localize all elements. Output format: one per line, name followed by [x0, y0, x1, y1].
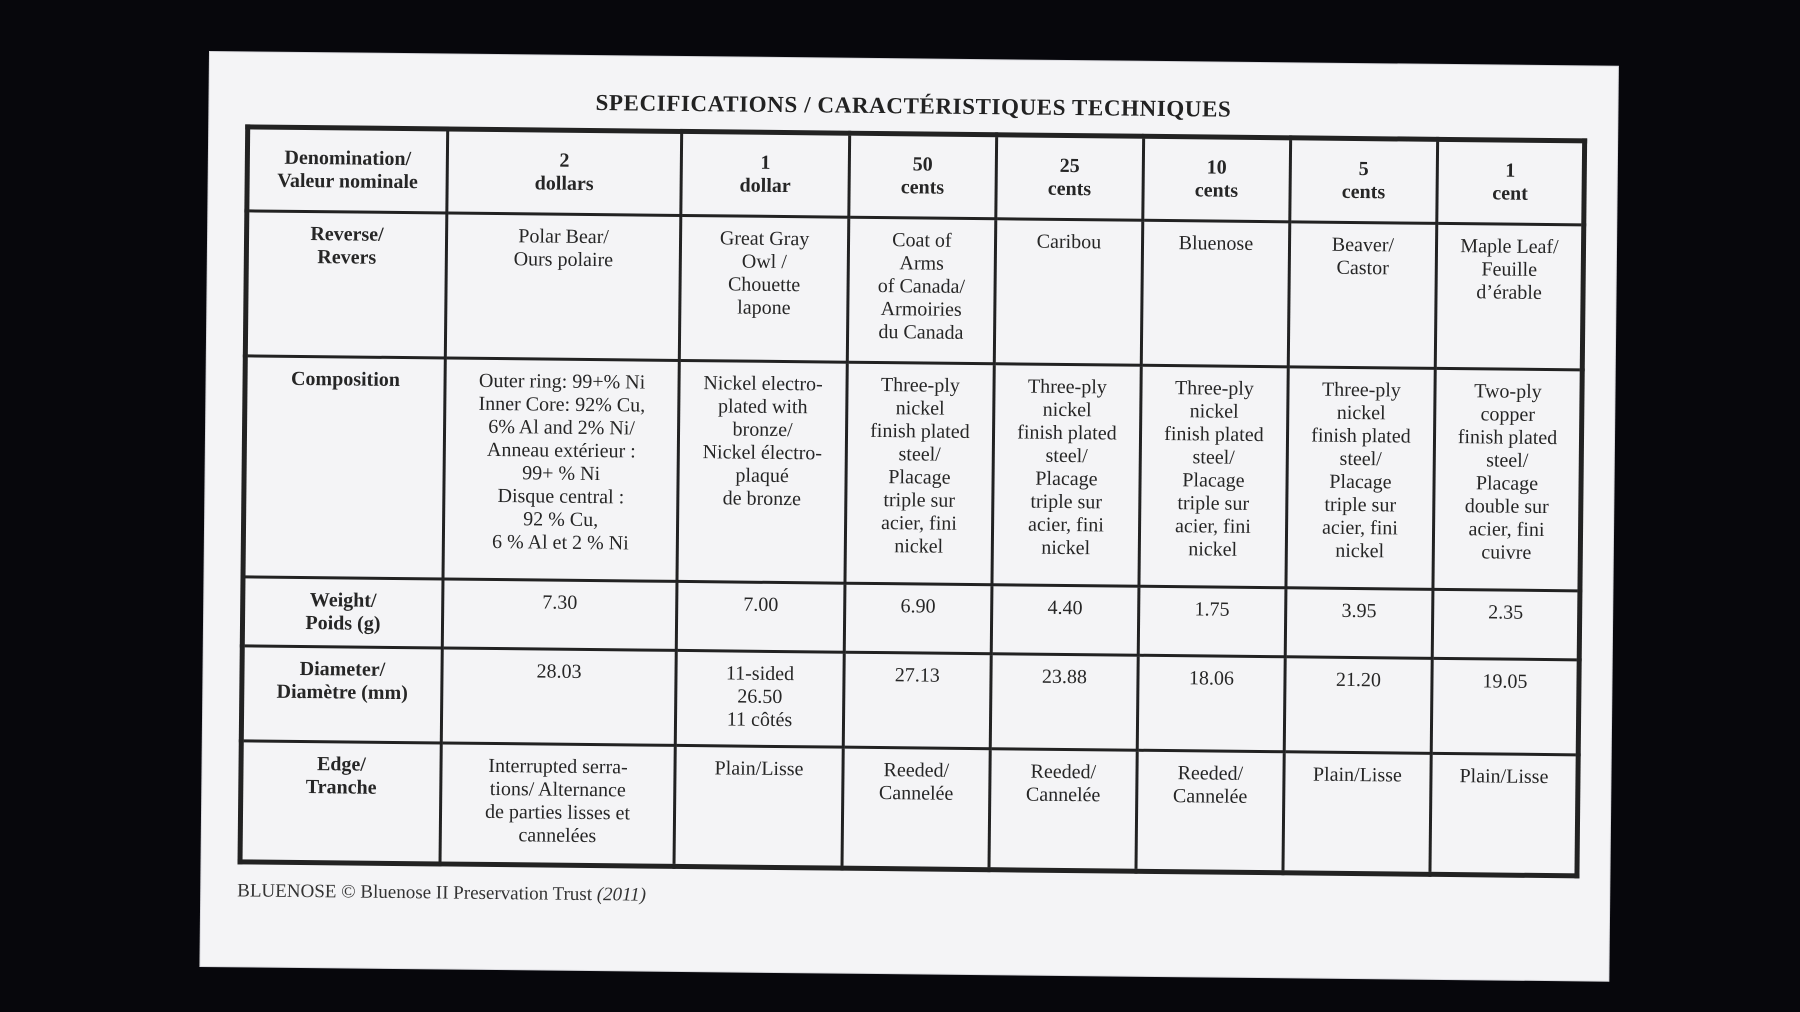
- cell-line: Three-ply: [1174, 376, 1254, 400]
- cell-line: 10: [1206, 156, 1227, 179]
- cell-line: nickel: [1336, 401, 1386, 425]
- cell-edge: [674, 745, 843, 868]
- cell-line: nickel: [895, 397, 945, 420]
- cell-line: nickel: [1042, 398, 1092, 422]
- cell-line: nickel: [1041, 536, 1091, 560]
- cell-line: tions/ Alternance: [489, 777, 626, 802]
- cell-edge: [1283, 752, 1431, 875]
- cell-edge: [1430, 753, 1578, 876]
- row-header-diameter: [241, 646, 442, 743]
- cell-line: Plain/Lisse: [1459, 765, 1549, 788]
- page-title: SPECIFICATIONS / CARACTÉRISTIQUES TECHNIQUES: [595, 90, 1232, 122]
- cell-line: Three-ply: [1321, 378, 1401, 402]
- cell-line: cents: [900, 176, 945, 199]
- cell-diameter: [843, 652, 991, 748]
- cell-line: Cannelée: [878, 781, 954, 805]
- specifications-table: [237, 124, 1587, 878]
- table-row-diameter: [241, 646, 1579, 755]
- cell-line: copper: [1480, 403, 1536, 426]
- cell-line: Valeur nominale: [277, 169, 418, 193]
- cell-line: finish plated: [870, 419, 970, 443]
- row-header-denomination: [247, 127, 448, 213]
- cell-line: triple sur: [1177, 491, 1250, 515]
- cell-denomination: [681, 131, 850, 216]
- cell-reverse: [679, 215, 848, 362]
- cell-line: 25: [1059, 154, 1080, 177]
- cell-line: 27.13: [894, 664, 940, 687]
- cell-line: plaqué: [735, 464, 789, 487]
- cell-line: nickel: [1189, 400, 1239, 423]
- cell-edge: [842, 747, 990, 870]
- cell-line: finish plated: [1164, 422, 1264, 446]
- cell-reverse: [994, 218, 1143, 365]
- cell-line: cents: [1047, 177, 1092, 201]
- cell-composition: [845, 362, 994, 585]
- cell-line: 92 % Cu,: [523, 508, 599, 531]
- cell-line: Ours polaire: [513, 247, 614, 271]
- cell-weight: [676, 581, 844, 652]
- cell-edge: [989, 749, 1137, 872]
- cell-line: Three-ply: [1027, 375, 1107, 399]
- cell-denomination: [447, 129, 682, 215]
- cell-line: 50: [912, 153, 933, 176]
- cell-diameter: [675, 651, 844, 747]
- cell-line: Bluenose: [1178, 231, 1254, 255]
- cell-line: Nickel électro-: [702, 441, 823, 465]
- cell-weight: [1285, 588, 1433, 659]
- cell-line: Beaver/: [1331, 233, 1395, 257]
- cell-denomination: [849, 133, 997, 218]
- cell-line: steel/: [1339, 447, 1382, 471]
- cell-diameter: [1137, 656, 1285, 752]
- cell-line: Diameter/: [299, 658, 386, 682]
- cell-line: de bronze: [722, 487, 802, 511]
- cell-line: cuivre: [1481, 541, 1532, 564]
- cell-line: steel/: [1192, 446, 1235, 469]
- cell-denomination: [996, 135, 1144, 220]
- cell-composition: [677, 360, 847, 583]
- cell-line: Reeded/: [1177, 762, 1244, 785]
- cell-line: Great Gray: [719, 226, 810, 250]
- cell-line: finish plated: [1457, 425, 1558, 449]
- cell-line: Disque central :: [497, 484, 625, 509]
- cell-line: du Canada: [878, 320, 964, 344]
- cell-line: Chouette: [727, 273, 801, 296]
- cell-line: acier, fini: [1468, 518, 1545, 541]
- cell-line: 6 % Al et 2 % Ni: [491, 530, 629, 555]
- cell-line: double sur: [1464, 495, 1549, 518]
- cell-line: steel/: [1045, 444, 1088, 468]
- cell-diameter: [441, 648, 676, 745]
- cell-line: Composition: [290, 367, 401, 391]
- cell-line: Placage: [1329, 470, 1392, 494]
- cell-line: bronze/: [732, 418, 793, 441]
- cell-line: cents: [1341, 180, 1386, 204]
- cell-composition: [992, 364, 1141, 587]
- cell-line: triple sur: [1324, 493, 1397, 517]
- cell-line: nickel: [1335, 539, 1385, 563]
- cell-line: Two-ply: [1474, 380, 1542, 403]
- cell-line: 6.90: [900, 595, 936, 618]
- cell-line: 4.40: [1047, 596, 1083, 620]
- cell-line: steel/: [898, 443, 941, 466]
- cell-line: Arms: [899, 251, 945, 275]
- cell-composition: [443, 358, 680, 582]
- cell-line: Diamètre (mm): [276, 681, 408, 705]
- cell-line: 1: [760, 151, 771, 174]
- cell-line: 7.30: [542, 591, 578, 614]
- cell-line: nickel: [1188, 538, 1238, 561]
- cell-composition: [1433, 368, 1582, 591]
- cell-composition: [1286, 367, 1435, 590]
- cell-line: 99+ % Ni: [522, 462, 601, 485]
- cell-weight: [991, 585, 1139, 656]
- cell-line: triple sur: [883, 488, 956, 512]
- cell-edge: [440, 743, 676, 867]
- cell-weight: [442, 579, 677, 651]
- cell-line: Denomination/: [284, 146, 412, 170]
- cell-line: steel/: [1486, 449, 1529, 472]
- table-row-composition: [243, 356, 1582, 591]
- cell-reverse: [1435, 223, 1584, 370]
- table-row-edge: [240, 741, 1578, 876]
- cell-line: Inner Core: 92% Cu,: [478, 392, 646, 417]
- cell-line: Placage: [1182, 469, 1245, 492]
- cell-reverse: [1141, 220, 1290, 367]
- cell-line: Outer ring: 99+% Ni: [478, 369, 646, 394]
- cell-diameter: [990, 654, 1138, 750]
- cell-line: acier, fini: [880, 511, 957, 535]
- cell-line: Edge/: [316, 753, 367, 776]
- cell-line: Maple Leaf/: [1460, 234, 1559, 258]
- cell-line: Reverse/: [310, 222, 384, 246]
- cell-line: Placage: [1475, 472, 1539, 495]
- cell-weight: [1138, 586, 1286, 657]
- cell-reverse: [445, 213, 681, 361]
- cell-line: 5: [1358, 157, 1369, 180]
- cell-line: 11-sided: [725, 662, 795, 686]
- cell-line: 1.75: [1194, 598, 1230, 621]
- cell-line: 21.20: [1335, 669, 1382, 692]
- cell-line: Revers: [317, 245, 377, 269]
- cell-line: Reeded/: [883, 759, 950, 782]
- footer-text: BLUENOSE © Bluenose II Preservation Trust: [237, 880, 593, 906]
- cell-line: dollar: [739, 174, 791, 197]
- cell-line: Tranche: [305, 775, 377, 799]
- cell-line: 19.05: [1482, 670, 1528, 694]
- cell-diameter: [1431, 659, 1579, 755]
- cell-line: Castor: [1336, 256, 1389, 279]
- copyright-footer: [237, 880, 646, 906]
- cell-line: triple sur: [1030, 490, 1103, 514]
- cell-line: 11 côtés: [726, 708, 793, 732]
- cell-line: Owl /: [741, 250, 787, 273]
- cell-line: Plain/Lisse: [1312, 763, 1402, 787]
- cell-line: 3.95: [1341, 599, 1377, 623]
- cell-line: 7.00: [743, 593, 779, 616]
- cell-line: nickel: [894, 535, 944, 558]
- cell-line: finish plated: [1311, 424, 1411, 448]
- cell-denomination: [1290, 138, 1438, 223]
- row-header-edge: [240, 741, 441, 864]
- cell-line: Anneau extérieur :: [486, 438, 636, 463]
- cell-line: de parties lisses et: [484, 800, 631, 825]
- cell-line: Armoiries: [880, 297, 962, 321]
- table-row-denomination: [247, 127, 1585, 225]
- cell-denomination: [1437, 139, 1585, 224]
- cell-line: 6% Al and 2% Ni/: [488, 415, 636, 440]
- cell-line: 18.06: [1188, 667, 1234, 691]
- cell-line: of Canada/: [877, 274, 966, 298]
- cell-composition: [1139, 365, 1288, 588]
- cell-line: 23.88: [1041, 666, 1087, 689]
- cell-line: Weight/: [309, 589, 377, 612]
- cell-diameter: [1284, 657, 1432, 753]
- cell-line: dollars: [534, 172, 594, 195]
- cell-reverse: [847, 217, 996, 364]
- cell-line: cents: [1194, 179, 1239, 202]
- cell-line: d’érable: [1476, 280, 1542, 304]
- cell-line: Feuille: [1481, 257, 1538, 281]
- cell-reverse: [1288, 221, 1437, 368]
- cell-line: 28.03: [536, 660, 582, 684]
- cell-line: Three-ply: [880, 373, 960, 397]
- cell-line: acier, fini: [1174, 514, 1252, 538]
- cell-line: 1: [1505, 159, 1516, 182]
- cell-line: Placage: [1035, 467, 1098, 491]
- cell-line: Cannelée: [1172, 785, 1248, 808]
- cell-line: 2: [559, 149, 570, 172]
- cell-line: cannelées: [518, 824, 597, 848]
- cell-line: Reeded/: [1030, 760, 1097, 784]
- cell-line: Placage: [888, 465, 951, 489]
- cell-line: plated with: [718, 395, 808, 419]
- spec-card: [200, 52, 1617, 981]
- cell-line: cent: [1492, 182, 1528, 205]
- cell-line: 2.35: [1488, 601, 1524, 624]
- cell-line: Caribou: [1036, 230, 1102, 253]
- cell-line: lapone: [737, 296, 791, 319]
- cell-line: acier, fini: [1321, 516, 1399, 540]
- cell-weight: [1432, 589, 1580, 660]
- row-header-reverse: [245, 211, 446, 358]
- cell-line: 26.50: [737, 685, 783, 709]
- row-header-composition: [243, 356, 445, 579]
- cell-line: Polar Bear/: [518, 224, 609, 248]
- cell-line: Plain/Lisse: [714, 757, 804, 781]
- cell-line: Poids (g): [305, 612, 381, 635]
- footer-year: (2011): [596, 884, 647, 906]
- table-row-reverse: [245, 211, 1583, 370]
- cell-line: Cannelée: [1025, 783, 1101, 807]
- cell-line: Coat of: [892, 228, 952, 252]
- cell-line: Interrupted serra-: [488, 754, 628, 779]
- cell-line: Nickel electro-: [703, 372, 823, 396]
- cell-weight: [844, 583, 992, 654]
- row-header-weight: [242, 577, 443, 648]
- cell-line: acier, fini: [1027, 513, 1105, 537]
- cell-line: finish plated: [1017, 421, 1117, 445]
- cell-edge: [1136, 750, 1284, 873]
- cell-denomination: [1143, 136, 1291, 221]
